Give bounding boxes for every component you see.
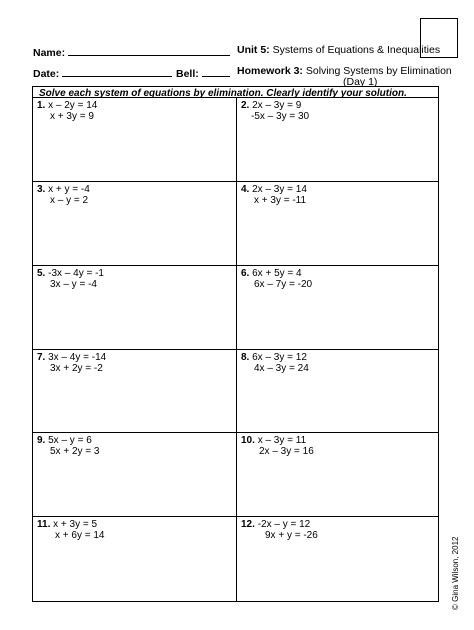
problem-number: 1. (37, 100, 46, 111)
problem-1 (37, 100, 97, 122)
problem-9 (37, 435, 99, 457)
equation-2: x – y = 2 (50, 195, 89, 206)
unit-title: Systems of Equations & Inequalities (272, 44, 441, 56)
equation-2: x + 3y = -11 (254, 195, 307, 206)
equation-1: x + y = -4 (48, 184, 90, 195)
equation-2: 2x – 3y = 16 (259, 446, 314, 457)
equation-1: -2x – y = 12 (257, 519, 311, 530)
score-box (420, 18, 458, 58)
homework-label: Homework 3: (237, 65, 303, 77)
name-label: Name: (33, 47, 66, 59)
problem-6 (241, 268, 312, 290)
equation-2: 6x – 7y = -20 (254, 279, 313, 290)
unit-heading (237, 44, 440, 56)
equation-1: 3x – 4y = -14 (48, 352, 107, 363)
homework-title: Solving Systems by Elimination (305, 65, 452, 77)
problem-number: 9. (37, 435, 46, 446)
bell-blank-line[interactable] (202, 65, 230, 77)
equation-1: 2x – 3y = 14 (252, 184, 307, 195)
problem-7 (37, 352, 106, 374)
equation-2: x + 3y = 9 (50, 111, 94, 122)
problem-number: 2. (241, 100, 250, 111)
problem-number: 3. (37, 184, 46, 195)
problem-number: 8. (241, 352, 250, 363)
homework-day: (Day 1) (343, 76, 378, 88)
equation-2: 5x + 2y = 3 (50, 446, 100, 457)
problem-number: 7. (37, 352, 46, 363)
bell-label: Bell: (176, 68, 199, 80)
problem-4 (241, 184, 307, 206)
date-label: Date: (33, 68, 60, 80)
equation-2: x + 6y = 14 (55, 530, 105, 541)
name-row (33, 44, 230, 59)
date-blank-line[interactable] (62, 65, 172, 77)
equation-1: x + 3y = 5 (53, 519, 98, 530)
problem-number: 12. (241, 519, 255, 530)
copyright-notice: © Gina Wilson, 2012 (451, 536, 460, 610)
equation-1: -3x – 4y = -1 (48, 268, 104, 279)
equation-2: 4x – 3y = 24 (254, 363, 309, 374)
equation-2: -5x – 3y = 30 (251, 111, 310, 122)
date-row (33, 65, 172, 80)
bell-row (176, 65, 230, 80)
equation-1: 6x – 3y = 12 (252, 352, 307, 363)
problem-12 (241, 519, 318, 541)
problem-grid (32, 86, 439, 602)
equation-1: 6x + 5y = 4 (252, 268, 302, 279)
equation-1: x – 3y = 11 (257, 435, 307, 446)
problem-number: 11. (37, 519, 51, 530)
equation-2: 9x + y = -26 (265, 530, 318, 541)
problem-8 (241, 352, 309, 374)
unit-label: Unit 5: (237, 44, 270, 56)
problem-3 (37, 184, 90, 206)
equation-1: 5x – y = 6 (48, 435, 92, 446)
problem-5 (37, 268, 104, 290)
problem-10 (241, 435, 314, 457)
problem-number: 10. (241, 435, 255, 446)
equation-1: 2x – 3y = 9 (252, 100, 302, 111)
problem-number: 5. (37, 268, 46, 279)
equation-1: x – 2y = 14 (48, 100, 98, 111)
instructions: Solve each system of equations by elimination. Clearly identify your solution. (39, 88, 407, 99)
equation-2: 3x – y = -4 (50, 279, 97, 290)
problem-number: 4. (241, 184, 250, 195)
equation-2: 3x + 2y = -2 (50, 363, 103, 374)
grid-column-divider (236, 97, 237, 601)
problem-number: 6. (241, 268, 250, 279)
problem-11 (37, 519, 104, 541)
problem-2 (241, 100, 309, 122)
name-blank-line[interactable] (68, 44, 230, 56)
